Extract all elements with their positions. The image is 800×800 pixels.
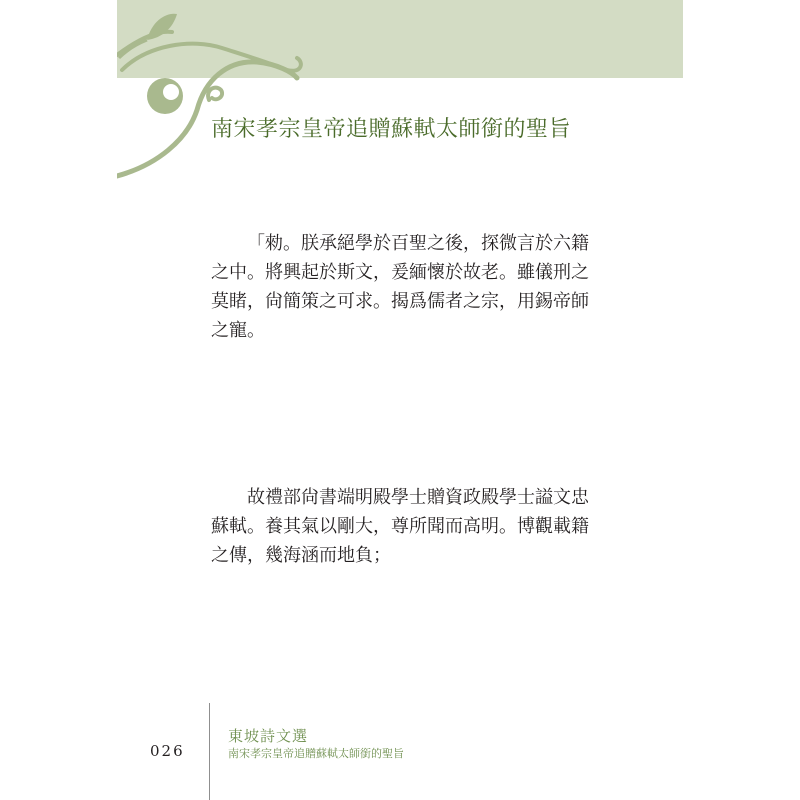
running-chapter-title: 南宋孝宗皇帝追贈蘇軾太師銜的聖旨 xyxy=(228,747,404,760)
page-number: 026 xyxy=(150,742,185,760)
paragraph-text: 「勑。朕承絕學於百聖之後，探微言於六籍之中。將興起於斯文，爰緬懷於故老。雖儀刑之莫睹，尙簡策之可求。揭爲儒者之宗，用錫帝師之寵。 xyxy=(211,233,589,341)
paragraph-text: 故禮部尙書端明殿學士贈資政殿學士謚文忠蘇軾。養其氣以剛大，尊所聞而高明。博觀載籍之傳，幾海涵而地負； xyxy=(211,487,589,566)
page-title: 南宋孝宗皇帝追贈蘇軾太師銜的聖旨 xyxy=(211,117,572,142)
running-book-title: 東坡詩文選 xyxy=(228,727,309,745)
body-paragraph xyxy=(211,229,589,345)
footer-divider xyxy=(209,703,210,800)
body-paragraph xyxy=(211,483,589,570)
vine-swirl-ornament-icon xyxy=(117,0,317,180)
